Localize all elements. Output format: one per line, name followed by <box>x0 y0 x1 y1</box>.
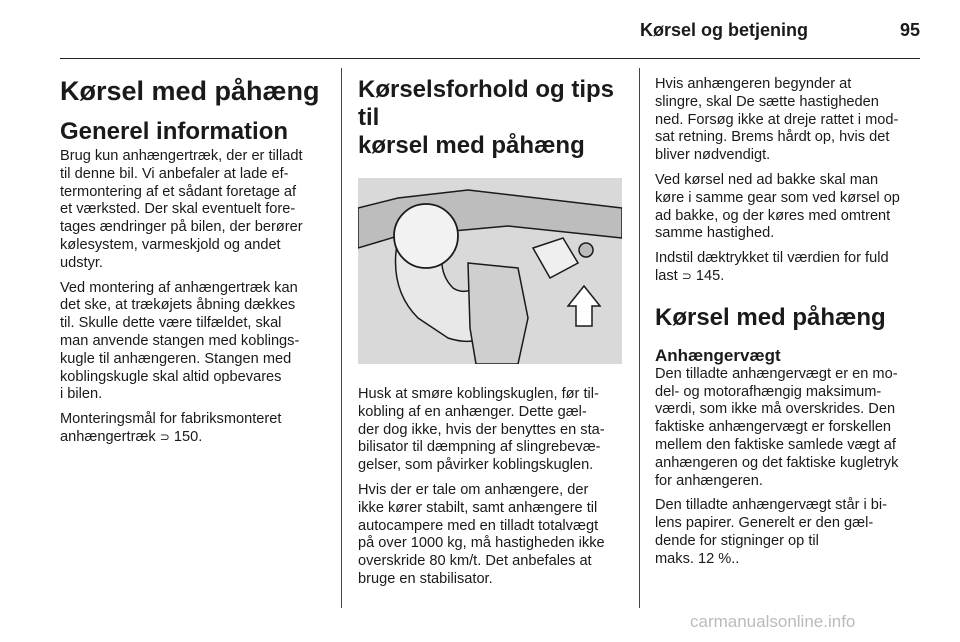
paragraph: Monteringsmål for fabriksmonteret anhængertræk ⊃ 150. <box>60 411 282 445</box>
header-divider <box>60 58 920 59</box>
column-1 <box>60 72 326 454</box>
page-reference-arrow-icon: ⊃ <box>681 268 692 283</box>
subsection-heading: Generel information <box>60 118 289 145</box>
page-reference-arrow-icon: ⊃ <box>159 429 170 444</box>
section-heading: Kørsel med påhæng <box>60 76 320 106</box>
paragraph: Ved montering af anhængertræk kan det ske, at trækøjets åbning dækkes til. Skulle dette være tilfældet, skal man anvende stangen med koblings- kugle til anhængeren. Stangen med koblingskugle skal altid opbevares i bilen. <box>60 279 300 403</box>
paragraph: Den tilladte anhængervægt er en mo- del- og motorafhængig maksimum- værdi, som ikke må overskrides. Den faktiske anhængervægt er forskellen mellem den faktiske samlede vægt af anhængeren og det faktiske kugletryk for anhængeren. <box>655 365 899 489</box>
paragraph: Indstil dæktrykket til værdien for fuld last ⊃ 145. <box>655 250 889 284</box>
paragraph: Hvis anhængeren begynder at slingre, skal De sætte hastigheden ned. Forsøg ikke at dreje rattet i mod- sat retning. Brems hårdt op, hvis det bliver nødvendigt. <box>655 76 899 164</box>
column-3 <box>655 72 921 576</box>
column-2 <box>358 72 624 596</box>
section-heading: Kørsel med påhæng <box>655 303 886 331</box>
column-divider-1 <box>341 68 342 608</box>
page-number: 95 <box>899 20 920 40</box>
page-reference-link[interactable]: 150. <box>173 428 203 445</box>
watermark: carmanualsonline.info <box>690 612 856 631</box>
paragraph: Husk at smøre koblingskuglen, før til- kobling af en anhænger. Dette gæl- der dog ikke, hvis der benyttes en sta- bilisator til dæmpning af slingrebevæ- gelser, som påvirker koblingskuglen. <box>358 386 605 474</box>
towbar-drawing <box>358 178 622 364</box>
paragraph: Ved kørsel ned ad bakke skal man køre i samme gear som ved kørsel op ad bakke, og der køres med omtrent samme hastighed. <box>655 171 900 242</box>
page-reference-link[interactable]: 145. <box>695 267 725 284</box>
section-heading: Kørselsforhold og tips til kørsel med påhæng <box>358 76 615 159</box>
paragraph: Hvis der er tale om anhængere, der ikke kører stabilt, samt anhængere til autocampere med en tilladt totalvægt på over 1000 kg, må hastigheden ikke overskride 80 km/t. Det anbefales at bruge en stabilisator. <box>358 481 605 587</box>
towbar-illustration <box>358 178 622 364</box>
paragraph: Brug kun anhængertræk, der er tilladt til denne bil. Vi anbefaler at lade ef- termontering af et sådant foretage af et værksted. Der skal eventuelt fore- tages ændringer på bilen, der berører kølesystem, varmeskjold og andet udstyr. <box>60 148 303 271</box>
subsection-heading: Anhængervægt <box>655 345 781 365</box>
paragraph: Den tilladte anhængervægt står i bi- lens papirer. Generelt er den gæl- dende for stigninger op til maks. 12 %.. <box>655 497 887 567</box>
running-header-title: Kørsel og betjening <box>640 20 809 40</box>
column-divider-2 <box>639 68 640 608</box>
